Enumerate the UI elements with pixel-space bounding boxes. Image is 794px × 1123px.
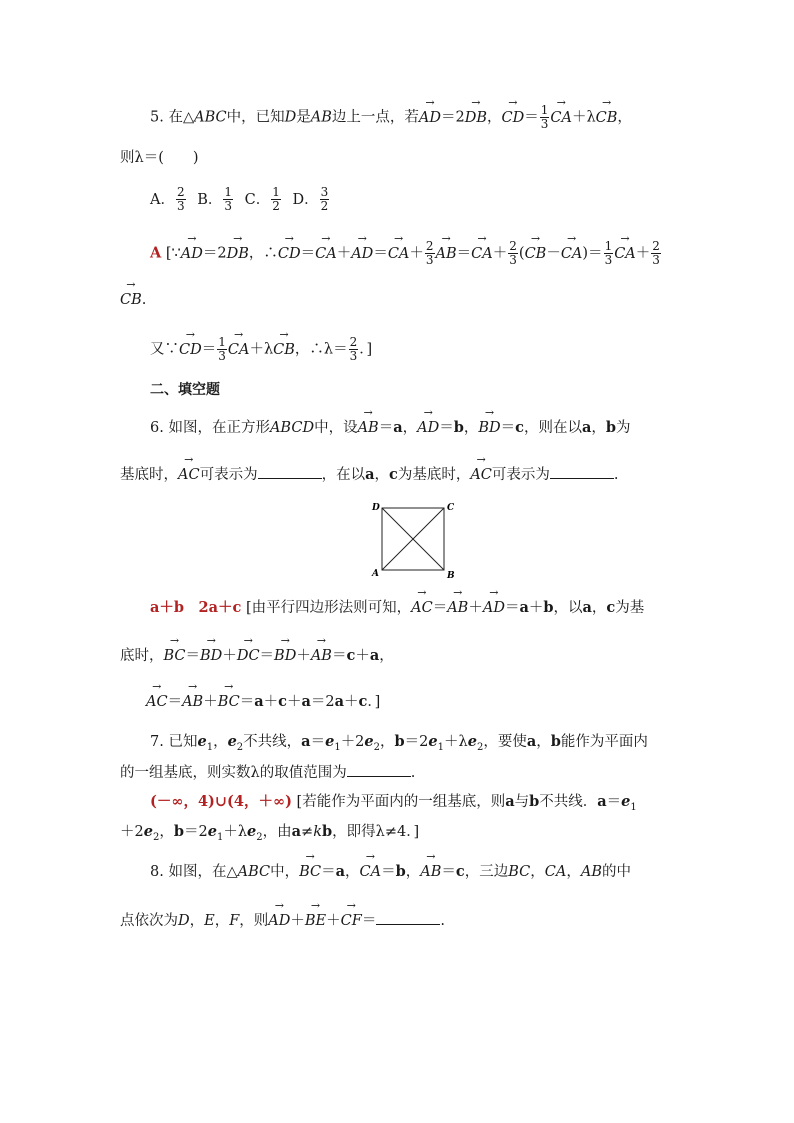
- q6-blank-1[interactable]: [258, 464, 322, 479]
- label-a: A: [372, 569, 379, 579]
- q7-answer: (－∞，4)∪(4，＋∞): [150, 793, 292, 810]
- q5-solution-line-1: A [∵→ AD＝2→ DB，∴→ CD＝→ CA＋→ AD＝→ CA＋ $\frac{2}{3}$ → AB＝→ CA＋ $\frac{2}{3}$ (→ CB－→ CA)＝ $\frac{1}{3}$ → CA＋ $\frac{2}{3}$: [150, 240, 710, 267]
- label-b: B: [447, 571, 455, 580]
- q6-answer: a＋b 2a＋c: [150, 599, 242, 616]
- q6-stem-line-2: 基底时，→ AC可表示为 ，在以a，c为基底时，→ AC可表示为 .: [120, 464, 680, 485]
- square-figure: [368, 500, 458, 580]
- q6-blank-2[interactable]: [550, 464, 614, 479]
- q5-solution-line-2: → CB.: [120, 290, 680, 310]
- q8-stem-line-1: 8. 如图，在△ABC中，→ BC＝a，→ CA＝b，→ AB＝c，三边BC，CA，AB的中: [150, 862, 710, 882]
- q6-stem-line-1: 6. 如图，在正方形ABCD中，设→ AB＝a，→ AD＝b，→ BD＝c，则在以a，b为: [150, 418, 710, 438]
- q5-option-a: A． $\frac{2}{3}$: [150, 185, 185, 213]
- q5-solution-line-3: 又∵→ CD＝ $\frac{1}{3}$ → CA＋λ→ CB，∴λ＝ $\frac{2}{3}$ ．]: [150, 336, 710, 363]
- q5-options: [150, 186, 710, 213]
- q7-stem-line-2: 的一组基底，则实数λ的取值范围为 .: [120, 762, 680, 783]
- q7-solution-line-2: $+2e_2$，$b=2e_1+\lambda e_2$，由a≠kb，即得λ≠4．]: [120, 823, 420, 843]
- q7-blank[interactable]: [347, 762, 411, 777]
- q8-blank[interactable]: [376, 910, 440, 925]
- q7-solution-line-1: (－∞，4)∪(4，＋∞) [若能作为平面内的一组基底，则a与b不共线．$a=e_1$: [150, 793, 637, 813]
- label-d: D: [372, 503, 380, 513]
- q5-option-d: D． $\frac{3}{2}$: [292, 185, 329, 213]
- q5-option-c: C． $\frac{1}{2}$: [244, 185, 280, 213]
- q5-stem-line-1: 5. 在△ABC中，已知D是AB边上一点，若→ AD＝2→ DB，→ CD＝ $\frac{1}{3}$ → CA＋λ→ CB，: [150, 104, 710, 131]
- q5-option-b: B． $\frac{1}{3}$: [197, 185, 233, 213]
- q6-solution-line-1: a＋b 2a＋c [由平行四边形法则可知，→ AC＝→ AB＋→ AD＝a＋b，以a，c为基: [150, 598, 710, 618]
- q6-solution-line-3: → AC＝→ AB＋→ BC＝a＋c＋a＝2a＋c．]: [146, 692, 706, 712]
- section-heading: 二、填空题: [150, 382, 220, 398]
- q5-answer: A: [150, 244, 162, 262]
- q6-solution-line-2: 底时，→ BC＝→ BD＋→ DC＝→ BD＋→ AB＝c＋a，: [120, 646, 680, 666]
- q7-stem-line-1: 7. 已知$e_1$，$e_2$不共线，$a=e_1+2e_2$，$b=2e_1+\lambda e_2$，要使a，b能作为平面内: [150, 733, 648, 753]
- label-c: C: [447, 503, 455, 513]
- q5-stem-line-2: 则λ＝( ): [120, 150, 199, 166]
- q8-stem-line-2: 点依次为D，E，F，则→ AD＋→ BE＋→ CF＝ .: [120, 910, 680, 931]
